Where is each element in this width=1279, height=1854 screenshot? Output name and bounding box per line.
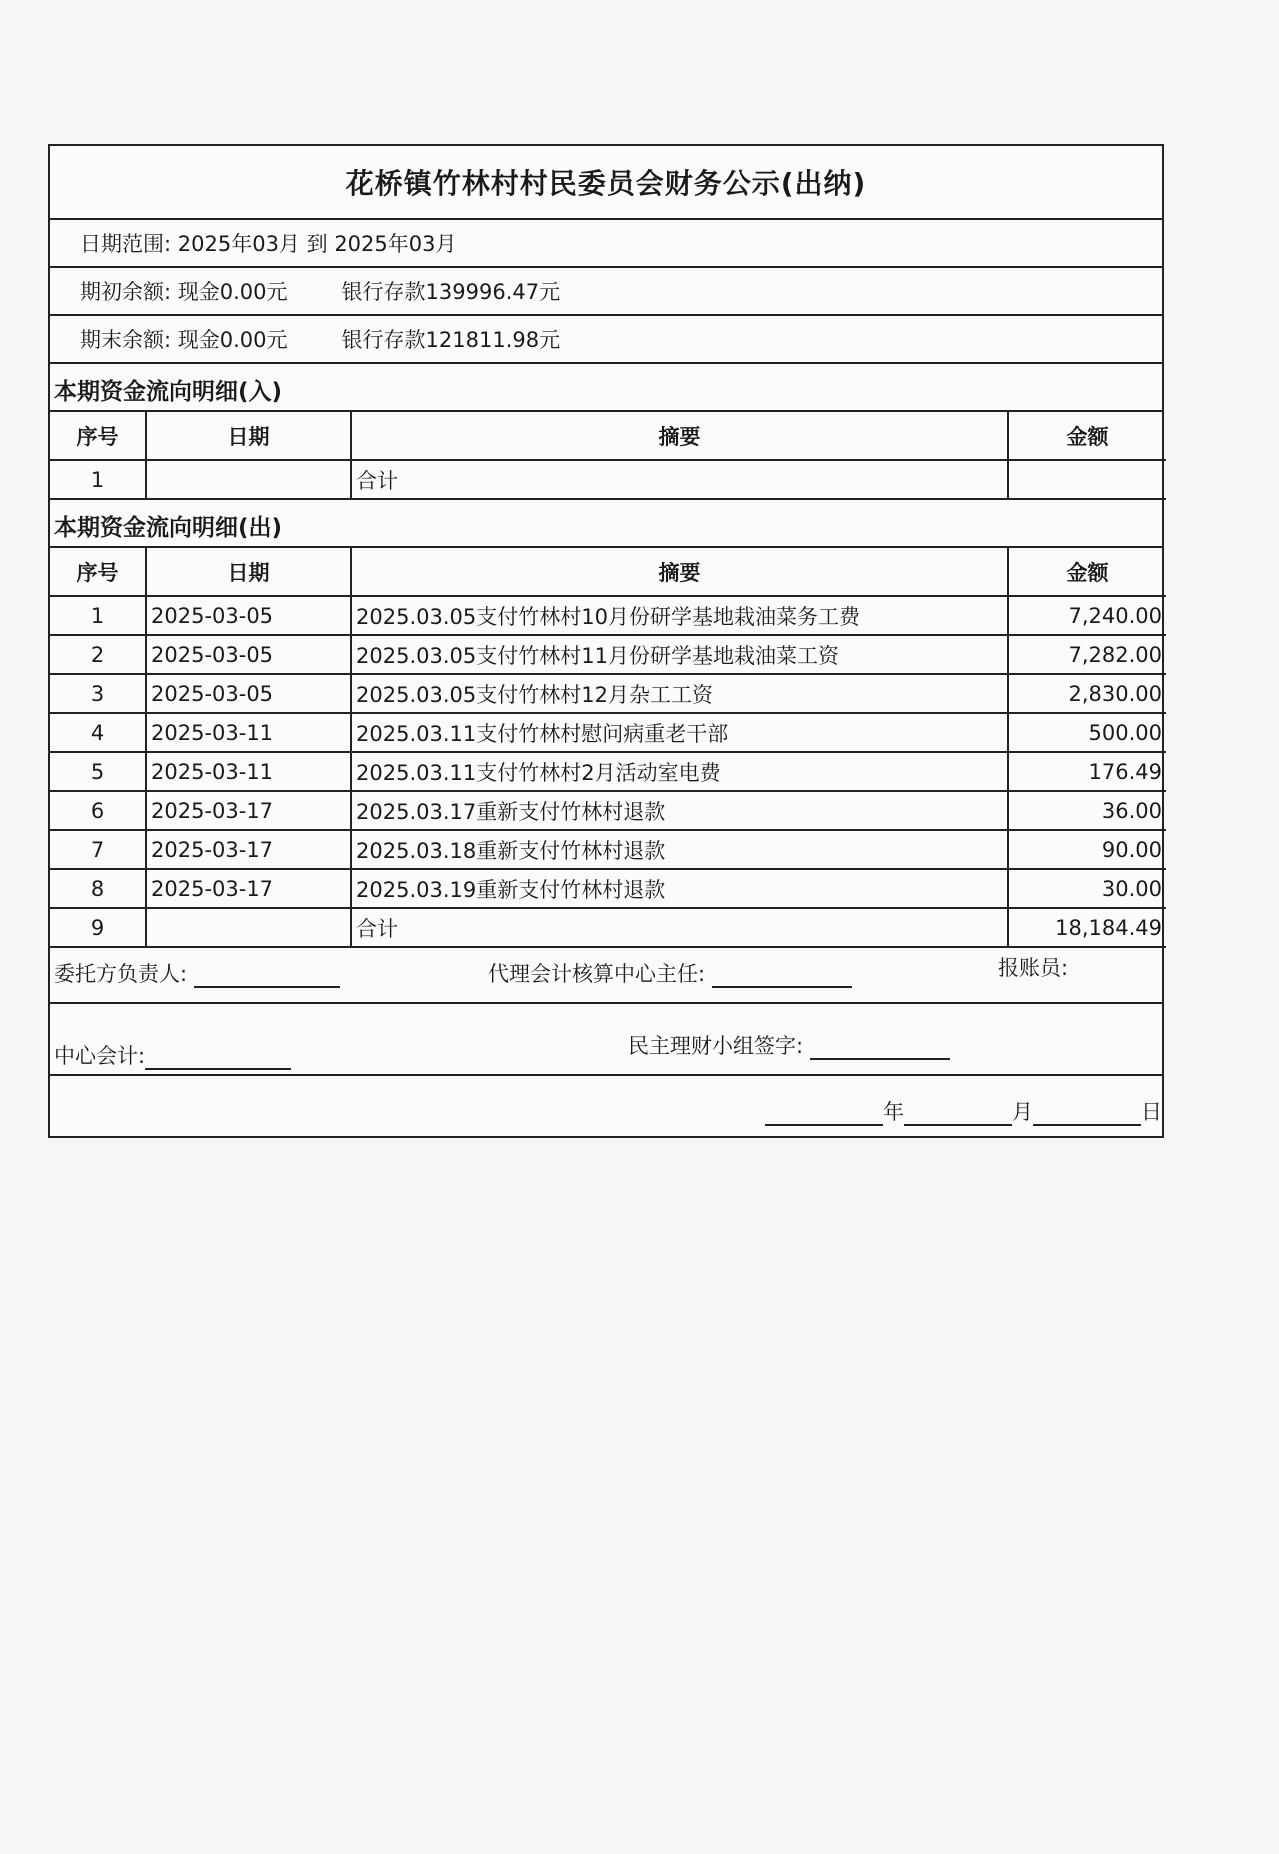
table-row — [50, 674, 1166, 713]
cell-amount — [1008, 460, 1166, 499]
cell-summary: 2025.03.17重新支付竹林村退款 — [351, 791, 1008, 830]
cell-amount: 176.49 — [1008, 752, 1166, 791]
cell-amount: 500.00 — [1008, 713, 1166, 752]
signature-date-row — [50, 1076, 1162, 1136]
cell-amount: 7,282.00 — [1008, 635, 1166, 674]
document-title: 花桥镇竹林村村民委员会财务公示(出纳) — [50, 146, 1162, 220]
cell-no: 1 — [50, 596, 146, 635]
table-row — [50, 908, 1166, 947]
opening-balance-row: 期初余额: 现金0.00元 银行存款139996.47元 — [50, 268, 1162, 316]
header-summary: 摘要 — [351, 412, 1008, 460]
cell-date: 2025-03-11 — [146, 713, 351, 752]
cell-summary: 2025.03.05支付竹林村11月份研学基地栽油菜工资 — [351, 635, 1008, 674]
cell-date: 2025-03-17 — [146, 791, 351, 830]
agency-director-signature: 代理会计核算中心主任: — [488, 958, 852, 988]
cell-summary: 2025.03.11支付竹林村慰问病重老干部 — [351, 713, 1008, 752]
cell-date: 2025-03-05 — [146, 674, 351, 713]
cell-date: 2025-03-05 — [146, 635, 351, 674]
expense-table — [50, 548, 1166, 948]
header-amount: 金额 — [1008, 412, 1166, 460]
header-summary: 摘要 — [351, 548, 1008, 596]
cell-no: 9 — [50, 908, 146, 947]
finance-disclosure-sheet — [48, 144, 1164, 1138]
date-range-row: 日期范围: 2025年03月 到 2025年03月 — [50, 220, 1162, 268]
cell-amount: 30.00 — [1008, 869, 1166, 908]
cell-no: 1 — [50, 460, 146, 499]
cell-summary: 2025.03.05支付竹林村10月份研学基地栽油菜务工费 — [351, 596, 1008, 635]
cell-summary: 2025.03.05支付竹林村12月杂工工资 — [351, 674, 1008, 713]
cell-amount: 18,184.49 — [1008, 908, 1166, 947]
cell-no: 7 — [50, 830, 146, 869]
cell-summary: 2025.03.18重新支付竹林村退款 — [351, 830, 1008, 869]
table-row — [50, 869, 1166, 908]
table-row — [50, 791, 1166, 830]
cell-amount: 90.00 — [1008, 830, 1166, 869]
income-table — [50, 412, 1166, 500]
cell-no: 4 — [50, 713, 146, 752]
table-row — [50, 830, 1166, 869]
header-amount: 金额 — [1008, 548, 1166, 596]
table-row — [50, 596, 1166, 635]
cell-summary: 合计 — [351, 908, 1008, 947]
cell-date — [146, 908, 351, 947]
income-header-row — [50, 412, 1166, 460]
header-no: 序号 — [50, 548, 146, 596]
cell-no: 6 — [50, 791, 146, 830]
table-row — [50, 752, 1166, 791]
cell-date: 2025-03-17 — [146, 869, 351, 908]
table-row — [50, 635, 1166, 674]
cell-date: 2025-03-11 — [146, 752, 351, 791]
signature-row-1 — [50, 948, 1162, 1004]
signature-date: 年 月 日 — [765, 1096, 1162, 1126]
cell-summary: 2025.03.11支付竹林村2月活动室电费 — [351, 752, 1008, 791]
cell-date: 2025-03-17 — [146, 830, 351, 869]
header-no: 序号 — [50, 412, 146, 460]
finance-group-signature: 民主理财小组签字: — [628, 1030, 950, 1060]
cell-amount: 36.00 — [1008, 791, 1166, 830]
income-section-title: 本期资金流向明细(入) — [50, 364, 1162, 412]
cell-summary: 合计 — [351, 460, 1008, 499]
header-date: 日期 — [146, 412, 351, 460]
expense-header-row — [50, 548, 1166, 596]
cell-no: 5 — [50, 752, 146, 791]
center-accountant-signature: 中心会计: — [54, 1040, 291, 1070]
cell-date: 2025-03-05 — [146, 596, 351, 635]
client-head-signature: 委托方负责人: — [54, 958, 340, 988]
cell-no: 8 — [50, 869, 146, 908]
signature-row-2 — [50, 1004, 1162, 1076]
header-date: 日期 — [146, 548, 351, 596]
table-row — [50, 460, 1166, 499]
cell-amount: 7,240.00 — [1008, 596, 1166, 635]
expense-section-title: 本期资金流向明细(出) — [50, 500, 1162, 548]
table-row — [50, 713, 1166, 752]
cell-no: 3 — [50, 674, 146, 713]
cell-date — [146, 460, 351, 499]
cell-amount: 2,830.00 — [1008, 674, 1166, 713]
closing-balance-row: 期末余额: 现金0.00元 银行存款121811.98元 — [50, 316, 1162, 364]
cell-summary: 2025.03.19重新支付竹林村退款 — [351, 869, 1008, 908]
cell-no: 2 — [50, 635, 146, 674]
reimburser-signature: 报账员: — [998, 956, 1069, 980]
